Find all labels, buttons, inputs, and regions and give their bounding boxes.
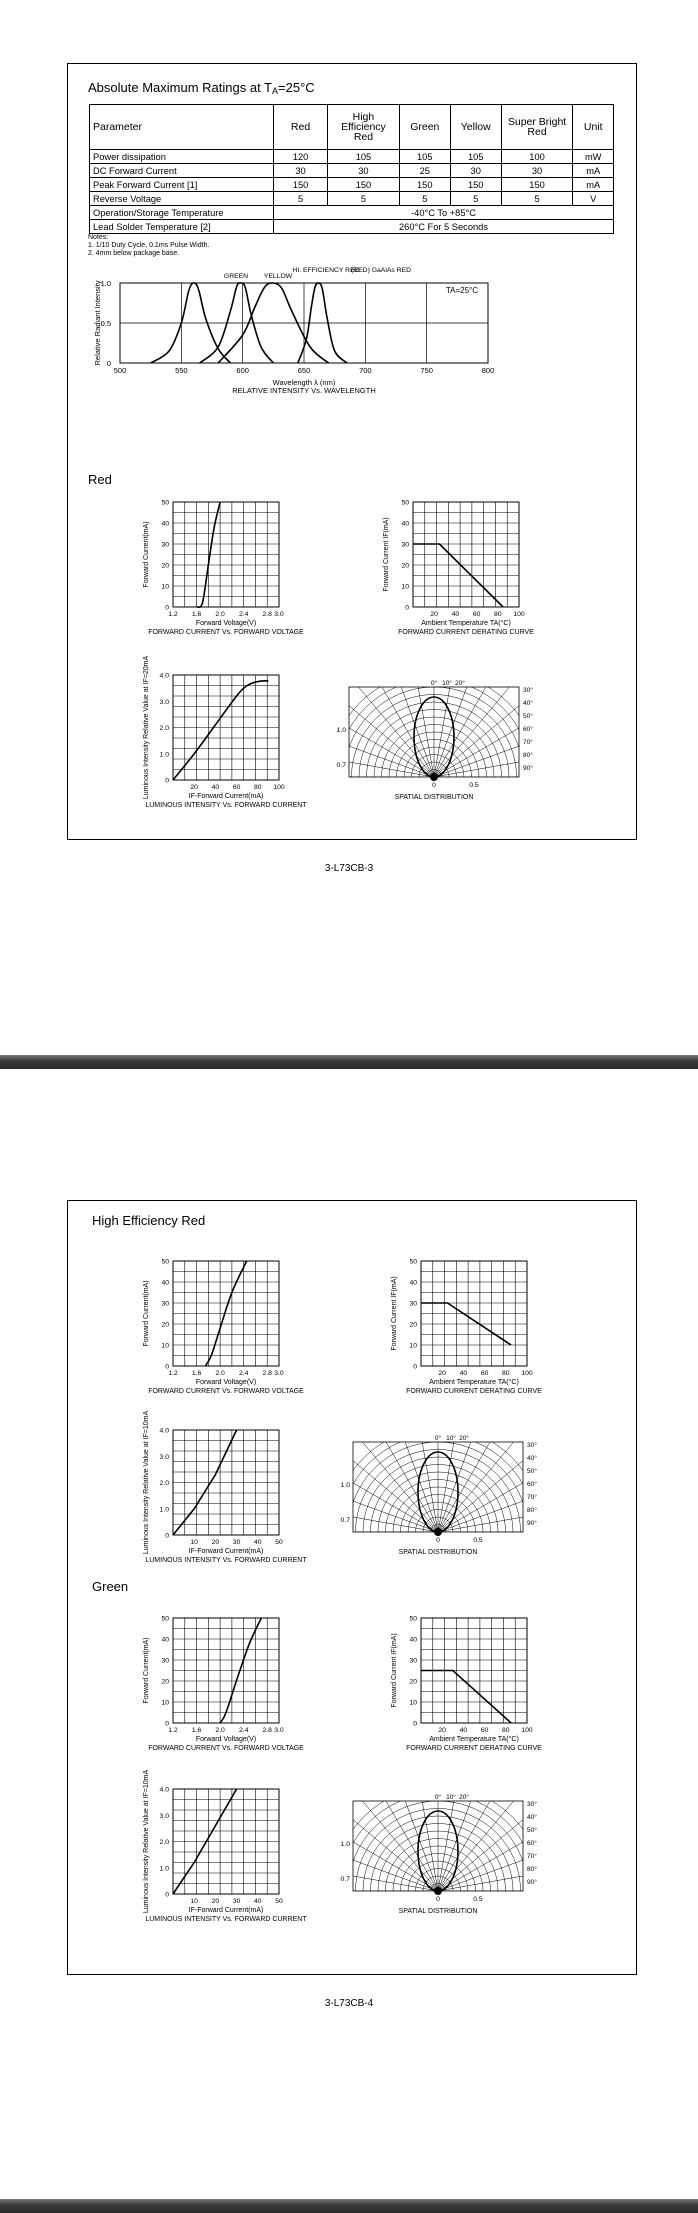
datasheet-page-1 — [67, 63, 637, 840]
x-tick-label: 2.8 — [262, 1727, 272, 1734]
ratings-unit-cell: mA — [573, 164, 614, 178]
x-tick-label: 3.0 — [274, 1727, 284, 1734]
ratings-header-row — [90, 105, 614, 150]
angle-ray — [438, 1840, 579, 1891]
ratings-param-cell: Reverse Voltage — [90, 192, 274, 206]
chart-title: SPATIAL DISTRIBUTION — [394, 794, 474, 801]
section-title-red: Red — [88, 472, 112, 487]
x-tick-label: 10 — [190, 1539, 198, 1546]
x-tick-label: 2.8 — [262, 611, 272, 618]
y-tick-label: 3.0 — [159, 1453, 169, 1461]
ratings-value-cell: 30 — [328, 164, 400, 178]
y-tick-label: 40 — [409, 1279, 417, 1287]
ratings-value-cell: 25 — [399, 164, 450, 178]
angle-label: 70° — [527, 1494, 537, 1501]
y-tick-label: 30 — [401, 541, 409, 549]
x-tick-label: 80 — [502, 1370, 510, 1377]
x-tick-label: 30 — [232, 1898, 241, 1905]
x-tick-label: 650 — [297, 366, 311, 375]
y-tick-label: 50 — [161, 1258, 169, 1266]
y-tick-label: 30 — [161, 541, 169, 549]
y-tick-label: 20 — [409, 1321, 417, 1329]
peak-label: YELLOW — [263, 273, 293, 280]
angle-label: 90° — [527, 1520, 537, 1527]
x-axis-label: Ambient Temperature TA(°C) — [421, 620, 511, 627]
y-tick-label: 3.0 — [159, 1812, 169, 1820]
y-tick-label: 10 — [161, 1699, 169, 1707]
angle-ray — [383, 636, 434, 777]
radius-label: 0 — [432, 782, 436, 789]
y-tick-label: 10 — [409, 1699, 417, 1707]
y-tick-label: 20 — [409, 1678, 417, 1686]
her-luminous-chart — [118, 1410, 318, 1564]
y-tick-label: 30 — [161, 1657, 169, 1665]
ratings-value-cell: 5 — [274, 192, 328, 206]
page-separator — [0, 1055, 698, 1069]
angle-label: 20° — [459, 1435, 469, 1442]
ratings-header-cell: Red — [274, 105, 328, 150]
x-tick-label: 100 — [513, 611, 525, 618]
radius-label: 1.0 — [340, 1841, 350, 1848]
y-axis-label: Luminous Intensity Relative Value at IF=20mA — [143, 655, 150, 800]
y-tick-label: 50 — [409, 1258, 417, 1266]
x-tick-label: 500 — [113, 366, 127, 375]
chart-title: FORWARD CURRENT DERATING CURVE — [398, 629, 534, 636]
angle-label: 10° — [446, 1794, 456, 1801]
x-tick-label: 2.0 — [215, 611, 225, 618]
her-spatial-chart — [340, 1424, 562, 1564]
y-axis-label: Forward Current(mA) — [143, 1280, 150, 1347]
polar-grid — [284, 627, 584, 882]
chart-title: SPATIAL DISTRIBUTION — [398, 1908, 478, 1915]
x-tick-label: 550 — [175, 366, 188, 375]
angle-label: 40° — [527, 1814, 537, 1821]
angle-ray — [434, 726, 575, 777]
chart-title: LUMINOUS INTENSITY Vs. FORWARD CURRENT — [145, 802, 307, 809]
ratings-value-cell: 150 — [501, 178, 573, 192]
spectrum-chart — [68, 269, 636, 524]
red-derating-chart — [358, 496, 558, 636]
x-tick-label: 80 — [502, 1727, 510, 1734]
ratings-value-cell: 30 — [501, 164, 573, 178]
x-axis-label: IF-Forward Current(mA) — [188, 1548, 264, 1555]
ratings-span-cell: 260°C For 5 Seconds — [274, 220, 614, 234]
x-tick-label: 2.0 — [215, 1370, 225, 1377]
x-tick-label: 60 — [480, 1370, 489, 1377]
ratings-param-cell: DC Forward Current — [90, 164, 274, 178]
angle-label: 10° — [442, 680, 452, 687]
radius-label: 0.7 — [340, 1876, 350, 1883]
x-tick-label: 40 — [459, 1727, 468, 1734]
radius-label: 0.5 — [469, 782, 479, 789]
ratings-row — [90, 150, 614, 164]
origin-dot — [434, 1528, 442, 1536]
angle-label: 30° — [527, 1442, 537, 1449]
page1-footer: 3-L73CB-3 — [324, 863, 374, 874]
y-tick-label: 40 — [161, 1636, 169, 1644]
x-tick-label: 80 — [494, 611, 502, 618]
x-tick-label: 20 — [190, 784, 198, 791]
y-axis-label: Forward Current IF(mA) — [391, 1633, 398, 1708]
x-tick-label: 2.4 — [238, 1370, 249, 1377]
radius-label: 0.7 — [336, 762, 346, 769]
y-tick-label: 3.0 — [159, 698, 169, 706]
x-tick-label: 40 — [254, 1898, 262, 1905]
ratings-header-cell: Super Bright Red — [501, 105, 573, 150]
ratings-table-body — [90, 150, 614, 234]
y-axis-label: Relative Radiant Intensity — [93, 280, 102, 366]
y-tick-label: 0 — [165, 1891, 169, 1899]
y-tick-label: 10 — [161, 1342, 169, 1350]
ratings-value-cell: 5 — [399, 192, 450, 206]
y-tick-label: 10 — [161, 583, 169, 591]
ratings-table — [89, 104, 614, 234]
x-tick-label: 1.2 — [168, 1370, 178, 1377]
y-tick-label: 0 — [165, 1532, 169, 1540]
ratings-header-cell: Yellow — [450, 105, 501, 150]
ratings-param-cell: Peak Forward Current [1] — [90, 178, 274, 192]
ratings-header-cell: Green — [399, 105, 450, 150]
angle-label: 80° — [523, 752, 533, 759]
angle-ray — [438, 1481, 579, 1532]
polar-grid — [288, 1382, 588, 1637]
y-tick-label: 0 — [106, 359, 111, 368]
radius-label: 1.0 — [340, 1482, 350, 1489]
x-tick-label: 750 — [420, 366, 433, 375]
x-tick-label: 40 — [211, 784, 220, 791]
ratings-value-cell: 5 — [328, 192, 400, 206]
chart-title: RELATIVE INTENSITY Vs. WAVELENGTH — [232, 386, 376, 395]
y-tick-label: 0 — [165, 1363, 169, 1371]
green-iv-chart — [118, 1612, 318, 1752]
chart-title: FORWARD CURRENT DERATING CURVE — [406, 1745, 542, 1752]
y-tick-label: 1.0 — [100, 279, 111, 288]
x-tick-label: 40 — [254, 1539, 262, 1546]
x-tick-label: 100 — [521, 1727, 533, 1734]
angle-ray — [297, 1840, 438, 1891]
y-tick-label: 40 — [401, 520, 409, 528]
note-line: Notes: — [88, 234, 109, 241]
angle-ray — [438, 1391, 489, 1532]
x-tick-label: 3.0 — [274, 1370, 284, 1377]
ratings-value-cell: 30 — [274, 164, 328, 178]
angle-label: 20° — [459, 1794, 469, 1801]
ratings-value-cell: 5 — [450, 192, 501, 206]
radius-label: 0 — [436, 1537, 440, 1544]
red-spatial-chart — [336, 669, 558, 809]
angle-label: 80° — [527, 1507, 537, 1514]
y-tick-label: 0 — [165, 777, 169, 785]
page2-footer: 3-L73CB-4 — [324, 1998, 374, 2009]
y-tick-label: 40 — [161, 1279, 169, 1287]
ratings-title-subscript: A — [272, 86, 279, 96]
y-tick-label: 40 — [409, 1636, 417, 1644]
y-tick-label: 20 — [161, 1321, 169, 1329]
x-tick-label: 20 — [430, 611, 438, 618]
y-tick-label: 4.0 — [159, 672, 169, 680]
x-tick-label: 3.0 — [274, 611, 284, 618]
ratings-value-cell: 150 — [328, 178, 400, 192]
note-line: 1. 1/10 Duty Cycle, 0.1ms Pulse Width. — [88, 242, 210, 249]
radius-label: 0.5 — [473, 1537, 483, 1544]
y-tick-label: 10 — [401, 583, 409, 591]
radius-label: 0.7 — [340, 1517, 350, 1524]
angle-ray — [338, 662, 434, 777]
angle-label: 90° — [527, 1879, 537, 1886]
datasheet-page-2 — [67, 1200, 637, 1975]
radius-label: 1.0 — [336, 727, 346, 734]
y-tick-label: 2.0 — [159, 1480, 169, 1487]
y-tick-label: 0 — [413, 1720, 417, 1728]
y-axis-label: Forward Current IF(mA) — [391, 1276, 398, 1351]
ratings-header-cell: Parameter — [90, 105, 274, 150]
x-tick-label: 50 — [275, 1898, 283, 1905]
x-axis-label: IF-Forward Current(mA) — [188, 793, 264, 800]
y-tick-label: 10 — [409, 1342, 417, 1350]
x-tick-label: 1.2 — [168, 611, 178, 618]
y-tick-label: 30 — [409, 1300, 417, 1308]
x-tick-label: 1.6 — [191, 1370, 202, 1377]
ratings-value-cell: 105 — [328, 150, 400, 164]
ratings-row — [90, 206, 614, 220]
x-tick-label: 2.4 — [238, 1727, 249, 1734]
y-tick-label: 0 — [405, 604, 409, 612]
angle-label: 50° — [523, 713, 533, 720]
y-axis-label: Forward Current IF(mA) — [383, 517, 390, 592]
y-tick-label: 0.5 — [100, 319, 111, 328]
ratings-value-cell: 100 — [501, 150, 573, 164]
y-tick-label: 0 — [413, 1363, 417, 1371]
page-separator — [0, 2199, 698, 2213]
y-tick-label: 0 — [165, 1720, 169, 1728]
chart-title: FORWARD CURRENT Vs. FORWARD VOLTAGE — [148, 1388, 304, 1395]
x-tick-label: 40 — [451, 611, 460, 618]
x-tick-label: 60 — [472, 611, 481, 618]
angle-ray — [342, 1776, 438, 1891]
angle-label: 80° — [527, 1866, 537, 1873]
angle-label: 10° — [446, 1435, 456, 1442]
ratings-unit-cell: mA — [573, 178, 614, 192]
x-tick-label: 100 — [521, 1370, 533, 1377]
chart-title: LUMINOUS INTENSITY Vs. FORWARD CURRENT — [145, 1557, 307, 1564]
x-tick-label: 60 — [480, 1727, 489, 1734]
chart-title: LUMINOUS INTENSITY Vs. FORWARD CURRENT — [145, 1916, 307, 1923]
ratings-value-cell: 105 — [399, 150, 450, 164]
radius-label: 0 — [436, 1896, 440, 1903]
x-tick-label: 600 — [236, 366, 249, 375]
angle-label: 30° — [523, 687, 533, 694]
y-tick-label: 50 — [161, 1615, 169, 1623]
angle-ray — [387, 1391, 438, 1532]
x-tick-label: 20 — [438, 1727, 446, 1734]
angle-label: 40° — [523, 700, 533, 707]
angle-ray — [297, 1481, 438, 1532]
ratings-value-cell: 150 — [450, 178, 501, 192]
chart-title: FORWARD CURRENT DERATING CURVE — [406, 1388, 542, 1395]
x-axis-label: IF-Forward Current(mA) — [188, 1907, 264, 1914]
ratings-row — [90, 192, 614, 206]
y-tick-label: 1.0 — [159, 1506, 169, 1514]
x-tick-label: 40 — [459, 1370, 468, 1377]
y-tick-label: 2.0 — [159, 725, 169, 732]
data-line — [421, 1671, 511, 1724]
temperature-annotation: TA=25°C — [445, 286, 478, 295]
ratings-title — [88, 80, 315, 96]
angle-label: 60° — [527, 1481, 537, 1488]
ratings-unit-cell: mW — [573, 150, 614, 164]
x-tick-label: 10 — [190, 1898, 198, 1905]
y-tick-label: 50 — [161, 499, 169, 507]
green-luminous-chart — [118, 1769, 318, 1923]
y-axis-label: Forward Current(mA) — [143, 521, 150, 588]
y-tick-label: 0 — [165, 604, 169, 612]
x-tick-label: 30 — [232, 1539, 241, 1546]
radius-label: 0.5 — [473, 1896, 483, 1903]
y-tick-label: 20 — [401, 562, 409, 570]
green-spatial-chart — [340, 1783, 562, 1923]
y-tick-label: 30 — [161, 1300, 169, 1308]
angle-ray — [438, 1750, 489, 1891]
ratings-title-tail: =25°C — [278, 80, 315, 95]
green-derating-chart — [366, 1612, 566, 1752]
origin-dot — [434, 1887, 442, 1895]
ratings-value-cell: 105 — [450, 150, 501, 164]
y-axis-label: Luminous Intensity Relative Value at IF=10mA — [143, 1769, 150, 1914]
angle-ray — [434, 636, 485, 777]
ratings-param-cell: Operation/Storage Temperature — [90, 206, 274, 220]
section-title-high-efficiency-red: High Efficiency Red — [92, 1213, 206, 1228]
chart-title: FORWARD CURRENT Vs. FORWARD VOLTAGE — [148, 1745, 304, 1752]
x-tick-label: 60 — [232, 784, 241, 791]
peak-label: (RED) GaAlAs RED — [350, 267, 412, 274]
x-tick-label: 800 — [481, 366, 495, 375]
angle-label: 50° — [527, 1827, 537, 1834]
y-tick-label: 1.0 — [159, 751, 169, 759]
chart-title: SPATIAL DISTRIBUTION — [398, 1549, 478, 1556]
angle-label: 30° — [527, 1801, 537, 1808]
ratings-notes — [88, 234, 209, 258]
x-tick-label: 20 — [211, 1539, 220, 1546]
ratings-row — [90, 220, 614, 234]
y-tick-label: 40 — [161, 520, 169, 528]
y-axis-label: Luminous Intensity Relative Value at IF=10mA — [143, 1410, 150, 1555]
x-axis-label: Ambient Temperature TA(°C) — [429, 1736, 519, 1743]
x-axis-label: Forward Voltage(V) — [195, 620, 257, 627]
ratings-param-cell: Power dissipation — [90, 150, 274, 164]
x-axis-label: Forward Voltage(V) — [195, 1379, 257, 1386]
ratings-param-cell: Lead Solder Temperature [2] — [90, 220, 274, 234]
x-tick-label: 20 — [438, 1370, 446, 1377]
x-tick-label: 50 — [275, 1539, 283, 1546]
ratings-value-cell: 150 — [274, 178, 328, 192]
angle-label: 70° — [523, 739, 533, 746]
data-line — [173, 681, 268, 780]
angle-label: 0° — [434, 1794, 442, 1801]
chart-title: FORWARD CURRENT Vs. FORWARD VOLTAGE — [148, 629, 304, 636]
ratings-value-cell: 5 — [501, 192, 573, 206]
ratings-span-cell: -40°C To +85°C — [274, 206, 614, 220]
angle-label: 70° — [527, 1853, 537, 1860]
ratings-row — [90, 178, 614, 192]
angle-label: 0° — [430, 680, 438, 687]
ratings-value-cell: 120 — [274, 150, 328, 164]
angle-label: 60° — [523, 726, 533, 733]
peak-label: HI. EFFICIENCY RED — [292, 267, 360, 274]
x-tick-label: 2.0 — [215, 1727, 225, 1734]
x-tick-label: 100 — [273, 784, 285, 791]
angle-label: 40° — [527, 1455, 537, 1462]
y-tick-label: 30 — [409, 1657, 417, 1665]
angle-label: 20° — [455, 680, 465, 687]
her-derating-chart — [366, 1255, 566, 1395]
angle-label: 60° — [527, 1840, 537, 1847]
y-tick-label: 50 — [409, 1615, 417, 1623]
ratings-unit-cell: V — [573, 192, 614, 206]
angle-ray — [387, 1750, 438, 1891]
x-axis-label: Forward Voltage(V) — [195, 1736, 257, 1743]
ratings-title-text: Absolute Maximum Ratings at T — [88, 80, 272, 95]
x-tick-label: 1.6 — [191, 611, 202, 618]
angle-label: 50° — [527, 1468, 537, 1475]
x-tick-label: 2.8 — [262, 1370, 272, 1377]
section-title-green: Green — [92, 1579, 129, 1594]
y-tick-label: 4.0 — [159, 1786, 169, 1794]
x-tick-label: 80 — [254, 784, 262, 791]
note-line: 2. 4mm below package base. — [88, 250, 180, 257]
peak-label: GREEN — [223, 273, 249, 280]
x-axis-label: Wavelength λ (nm) — [272, 378, 336, 387]
y-tick-label: 20 — [161, 1678, 169, 1686]
ratings-value-cell: 150 — [399, 178, 450, 192]
ratings-row — [90, 164, 614, 178]
ratings-header-cell: Unit — [573, 105, 614, 150]
y-tick-label: 20 — [161, 562, 169, 570]
angle-ray — [342, 1417, 438, 1532]
x-tick-label: 700 — [359, 366, 372, 375]
ratings-header-cell: High Efficiency Red — [328, 105, 400, 150]
y-tick-label: 50 — [401, 499, 409, 507]
her-iv-chart — [118, 1255, 318, 1395]
x-tick-label: 20 — [211, 1898, 220, 1905]
y-axis-label: Forward Current(mA) — [143, 1637, 150, 1704]
ratings-value-cell: 30 — [450, 164, 501, 178]
x-axis-label: Ambient Temperature TA(°C) — [429, 1379, 519, 1386]
red-luminous-chart — [118, 655, 318, 809]
x-tick-label: 1.2 — [168, 1727, 178, 1734]
y-tick-label: 2.0 — [159, 1839, 169, 1846]
polar-grid — [288, 1741, 588, 1996]
y-tick-label: 1.0 — [159, 1865, 169, 1873]
angle-label: 90° — [523, 765, 533, 772]
angle-label: 0° — [434, 1435, 442, 1442]
red-iv-chart — [118, 496, 318, 636]
origin-dot — [430, 773, 438, 781]
x-tick-label: 1.6 — [191, 1727, 202, 1734]
y-tick-label: 4.0 — [159, 1427, 169, 1435]
x-tick-label: 2.4 — [238, 611, 249, 618]
